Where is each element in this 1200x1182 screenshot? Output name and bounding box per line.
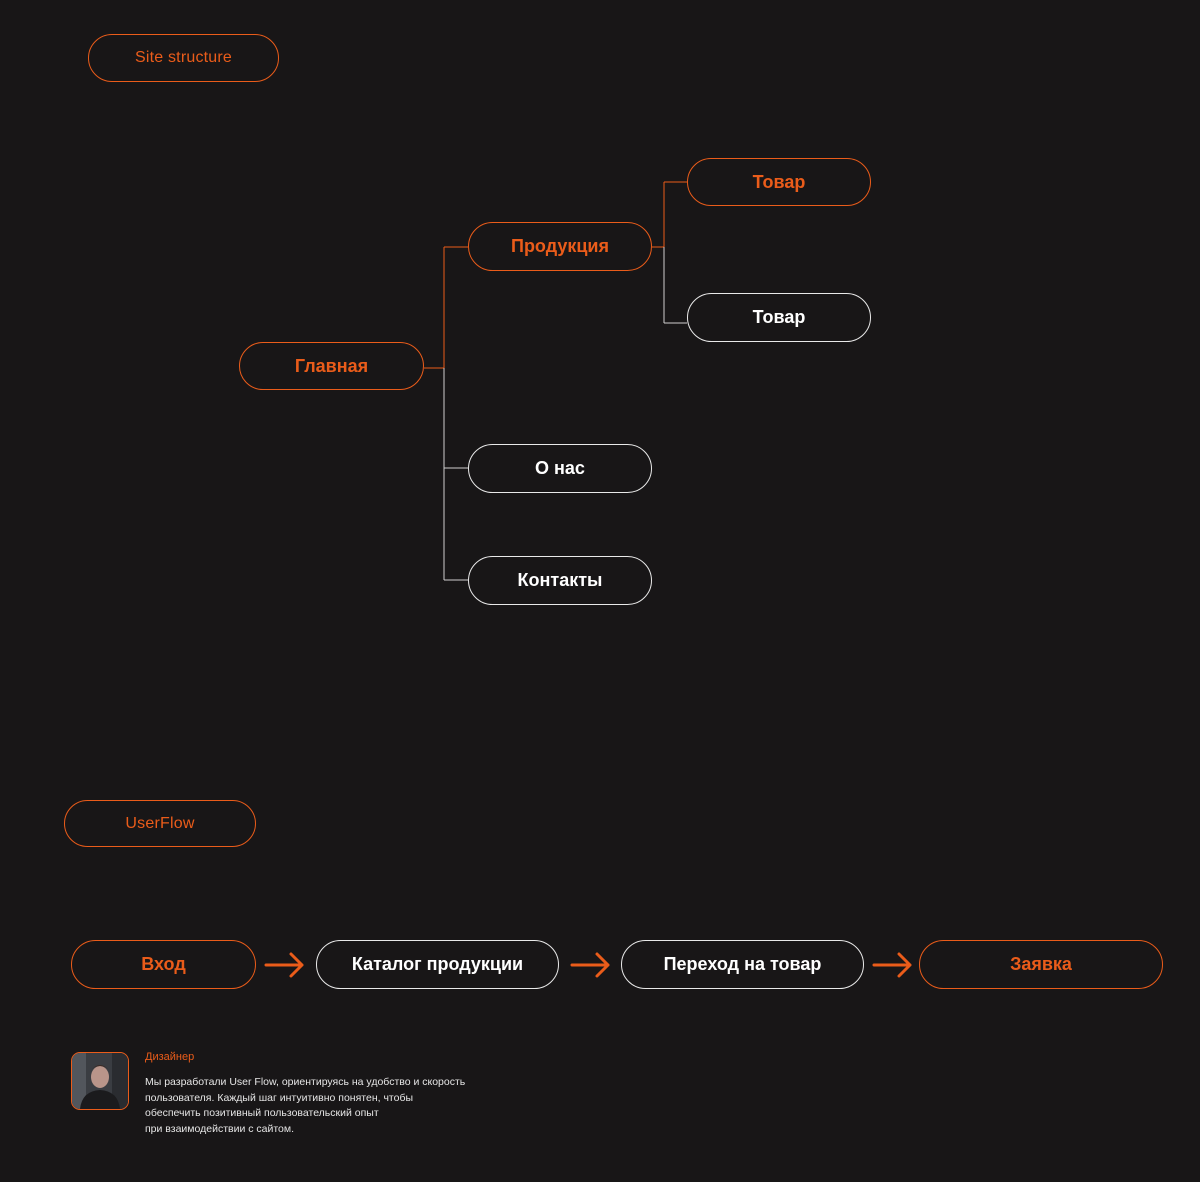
designer-description-line: обеспечить позитивный пользовательский опыт [145, 1107, 379, 1119]
flow-step-product[interactable]: Переход на товар [621, 940, 864, 989]
tree-node-contacts[interactable]: Контакты [468, 556, 652, 605]
designer-role: Дизайнер [145, 1051, 195, 1063]
designer-description-line: пользователя. Каждый шаг интуитивно понятен, чтобы [145, 1091, 414, 1104]
designer-description-line: Мы разработали User Flow, ориентируясь на удобство и скорость [145, 1076, 466, 1088]
arrow-right-icon [570, 950, 612, 980]
tree-node-about[interactable]: О нас [468, 444, 652, 493]
arrow-right-icon [872, 950, 914, 980]
section-label-userflow: UserFlow [64, 800, 256, 847]
flow-step-login[interactable]: Вход [71, 940, 256, 989]
section-label-site-structure: Site structure [88, 34, 279, 82]
designer-description [145, 1075, 505, 1137]
designer-description-line: при взаимодействии с сайтом. [145, 1122, 295, 1135]
tree-node-products[interactable]: Продукция [468, 222, 652, 271]
arrow-right-icon [264, 950, 306, 980]
flow-step-request[interactable]: Заявка [919, 940, 1163, 989]
tree-node-product-2[interactable]: Товар [687, 293, 871, 342]
flow-step-catalog[interactable]: Каталог продукции [316, 940, 559, 989]
designer-avatar [71, 1052, 129, 1110]
tree-node-home[interactable]: Главная [239, 342, 424, 390]
tree-node-product-1[interactable]: Товар [687, 158, 871, 206]
